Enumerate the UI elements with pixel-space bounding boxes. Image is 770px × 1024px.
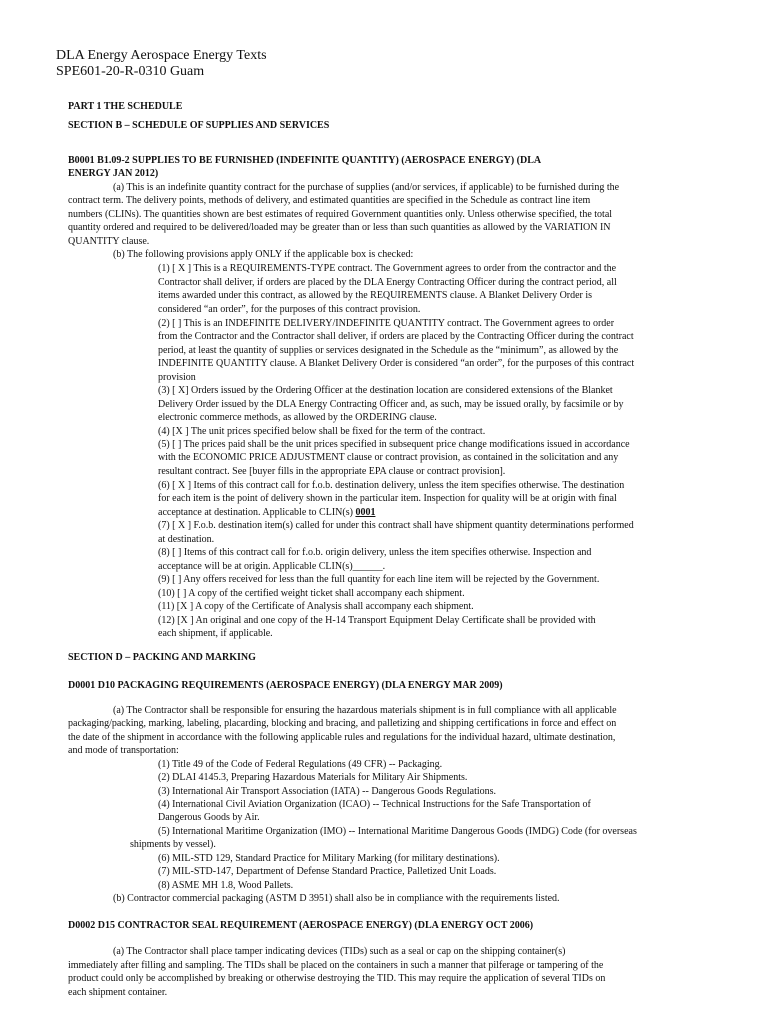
- regulation-item: Dangerous Goods by Air.: [158, 812, 260, 823]
- provision-line: INDEFINITE QUANTITY clause. A Blanket Delivery Order is considered “an order”, for the purposes of this contract: [158, 358, 635, 369]
- provision-line: resultant contract. See [buyer fills in the appropriate EPA clause or contract provision].: [158, 466, 506, 477]
- regulation-item: (5) International Maritime Organization (IMO) -- International Maritime Dangerous Goods (IMDG) Code (for overseas: [158, 826, 637, 837]
- regulation-item: (3) International Air Transport Association (IATA) -- Dangerous Goods Regulations.: [158, 786, 497, 797]
- document-header-title: DLA Energy Aerospace Energy Texts: [56, 48, 267, 63]
- regulation-item: (2) DLAI 4145.3, Preparing Hazardous Materials for Military Air Shipments.: [158, 772, 468, 783]
- provision-line: (11) [X ] A copy of the Certificate of Analysis shall accompany each shipment.: [158, 601, 474, 612]
- d0001-title: D0001 D10 PACKAGING REQUIREMENTS (AEROSPACE ENERGY) (DLA ENERGY MAR 2009): [68, 680, 503, 691]
- regulation-item: shipments by vessel).: [130, 839, 216, 850]
- provision-line: (9) [ ] Any offers received for less than the full quantity for each line item will be rejected by the Government.: [158, 574, 600, 585]
- provision-line: (4) [X ] The unit prices specified below shall be fixed for the term of the contract.: [158, 426, 486, 437]
- regulation-item: (1) Title 49 of the Code of Federal Regulations (49 CFR) -- Packaging.: [158, 759, 443, 770]
- provision-line: considered “an order”, for the purposes of this contract provision.: [158, 304, 421, 315]
- b0001-a-line: numbers (CLINs). The quantities shown are best estimates of required Government quantities only. Unless otherwise specified, the total: [68, 209, 613, 220]
- provision-line: for each item is the point of delivery shown in the particular item. Inspection for quality will be at origin with final: [158, 493, 617, 504]
- regulation-item: (8) ASME MH 1.8, Wood Pallets.: [158, 880, 294, 891]
- provision-line: (12) [X ] An original and one copy of the H-14 Transport Equipment Delay Certificate shall be provided with: [158, 615, 596, 626]
- provision-line: electronic commerce methods, as allowed by the ORDERING clause.: [158, 412, 437, 423]
- b0001-a-line: (a) This is an indefinite quantity contract for the purchase of supplies (and/or services, if applicable) to be furnished during the: [113, 182, 620, 193]
- b0001-title-line: ENERGY JAN 2012): [68, 168, 159, 179]
- d0002-a-line: product could only be accomplished by breaking or otherwise destroying the TID. This may require the application of several TIDs on: [68, 973, 606, 984]
- document-header-solicitation: SPE601-20-R-0310 Guam: [56, 64, 205, 79]
- provision-line: (10) [ ] A copy of the certified weight ticket shall accompany each shipment.: [158, 588, 465, 599]
- provision-line: (3) [ X] Orders issued by the Ordering Officer at the destination location are considered extensions of the Blanket: [158, 385, 613, 396]
- regulation-item: (4) International Civil Aviation Organization (ICAO) -- Technical Instructions for the Safe Transportation of: [158, 799, 591, 810]
- provision-line: (6) [ X ] Items of this contract call for f.o.b. destination delivery, unless the item specifies otherwise. The destination: [158, 480, 625, 491]
- section-d-title: SECTION D – PACKING AND MARKING: [68, 652, 256, 663]
- d0001-a-line: packaging/packing, marking, labeling, placarding, blocking and bracing, and palletizing and shipping certifications in force and effect on: [68, 718, 617, 729]
- d0002-a-line: (a) The Contractor shall place tamper indicating devices (TIDs) such as a seal or cap on the shipping container(s): [113, 946, 566, 957]
- b0001-a-line: quantity ordered and required to be delivered/loaded may be greater than or less than such quantities as allowed by the VARIATION IN: [68, 222, 611, 233]
- provision-line: provision: [158, 372, 196, 383]
- provision-line: period, at least the quantity of supplies or services designated in the Schedule as the “minimum”, as allowed by the: [158, 345, 619, 356]
- b0001-a-line: QUANTITY clause.: [68, 236, 150, 247]
- provision-line: each shipment, if applicable.: [158, 628, 273, 639]
- regulation-item: (6) MIL-STD 129, Standard Practice for Military Marking (for military destinations).: [158, 853, 500, 864]
- d0002-title: D0002 D15 CONTRACTOR SEAL REQUIREMENT (AEROSPACE ENERGY) (DLA ENERGY OCT 2006): [68, 920, 534, 931]
- provision-line: [158, 507, 375, 519]
- provision-line: (8) [ ] Items of this contract call for f.o.b. origin delivery, unless the item specifies otherwise. Inspection and: [158, 547, 592, 558]
- provision-text: acceptance at destination. Applicable to CLIN(s): [158, 507, 353, 518]
- provision-line: Delivery Order issued by the DLA Energy Contracting Officer and, as such, may be issued orally, by facsimile or by: [158, 399, 624, 410]
- d0002-a-line: immediately after filling and sampling. The TIDs shall be placed on the containers in such a manner that pilferage or tampering of the: [68, 960, 604, 971]
- provision-line: items awarded under this contract, as allowed by the REQUIREMENTS clause. A Blanket Delivery Order is: [158, 290, 593, 301]
- part-title: PART 1 THE SCHEDULE: [68, 101, 183, 112]
- b0001-b-intro: (b) The following provisions apply ONLY if the applicable box is checked:: [113, 249, 414, 260]
- provision-line: (7) [ X ] F.o.b. destination item(s) called for under this contract shall have shipment quantity determinations performed: [158, 520, 634, 531]
- d0001-a-line: (a) The Contractor shall be responsible for ensuring the hazardous materials shipment is in full compliance with all applicable: [113, 705, 617, 716]
- regulation-item: (7) MIL-STD-147, Department of Defense Standard Practice, Palletized Unit Loads.: [158, 866, 497, 877]
- provision-line: Contractor shall deliver, if orders are placed by the DLA Energy Contracting Officer during the contract period, all: [158, 277, 617, 288]
- b0001-title-line: B0001 B1.09-2 SUPPLIES TO BE FURNISHED (INDEFINITE QUANTITY) (AEROSPACE ENERGY) (DLA: [68, 155, 542, 166]
- clin-number: 0001: [355, 507, 376, 518]
- provision-line: (2) [ ] This is an INDEFINITE DELIVERY/INDEFINITE QUANTITY contract. The Government agrees to order: [158, 318, 615, 329]
- provision-line: (1) [ X ] This is a REQUIREMENTS-TYPE contract. The Government agrees to order from the contractor and the: [158, 263, 617, 274]
- provision-line: at destination.: [158, 534, 215, 545]
- provision-line: acceptance will be at origin. Applicable CLIN(s)______.: [158, 561, 386, 572]
- d0001-a-line: and mode of transportation:: [68, 745, 179, 756]
- b0001-a-line: contract term. The delivery points, methods of delivery, and estimated quantities are specified in the Schedule as contract line item: [68, 195, 591, 206]
- d0001-a-line: the date of the shipment in accordance with the following applicable rules and regulations for the individual hazard, ultimate destination,: [68, 732, 616, 743]
- section-b-title: SECTION B – SCHEDULE OF SUPPLIES AND SERVICES: [68, 120, 330, 131]
- d0002-a-line: each shipment container.: [68, 987, 168, 998]
- provision-line: from the Contractor and the Contractor shall deliver, if orders are placed by the Contracting Officer during the contract: [158, 331, 634, 342]
- provision-line: (5) [ ] The prices paid shall be the unit prices specified in subsequent price change modifications issued in accordance: [158, 439, 630, 450]
- provision-line: with the ECONOMIC PRICE ADJUSTMENT clause or contract provision, as contained in the solicitation and any: [158, 452, 619, 463]
- d0001-b-line: (b) Contractor commercial packaging (ASTM D 3951) shall also be in compliance with the requirements listed.: [113, 893, 560, 904]
